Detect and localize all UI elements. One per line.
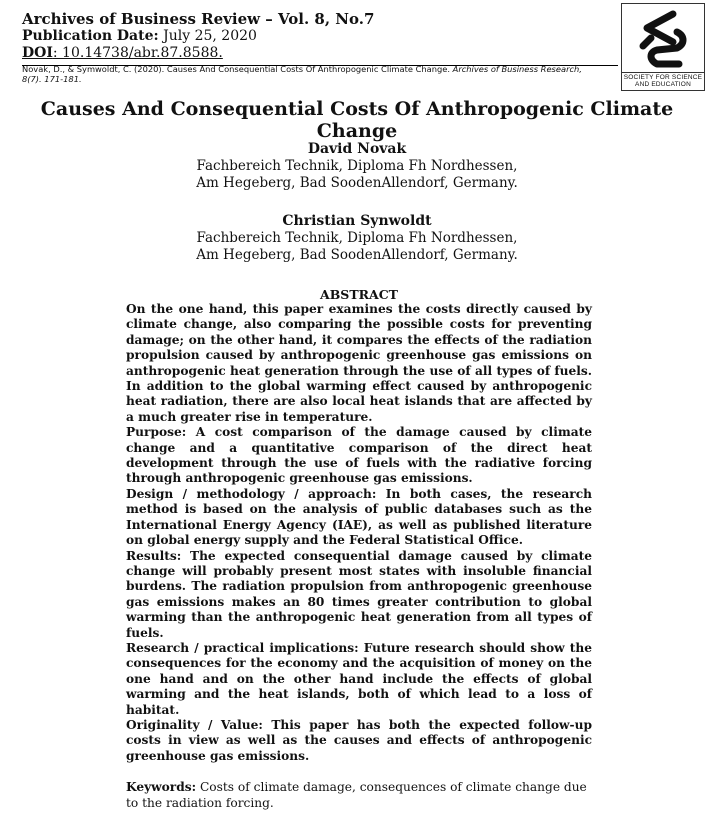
abstract-paragraph: On the one hand, this paper examines the costs directly caused by climate change, also comparing the possible costs for preventing damage; on the other hand, it compares the effects of the radiation propulsion caused by anthropogenic greenhouse gas emissions on anthropogenic heat generation through the use of all types of fuels. In addition to the global warming effect caused by anthropogenic heat radiation, there are also local heat islands that are affected by a much greater rise in temperature. (126, 302, 592, 424)
citation-text: Novak, D., & Symwoldt, C. (2020). Causes And Consequential Costs Of Anthropogenic Climate Change. (22, 64, 450, 74)
doi-value[interactable]: : 10.14738/abr.87.8588. (52, 45, 223, 61)
abstract-implications: Research / practical implications: Future research should show the consequences for the economy and the acquisition of money on the one hand and on the other hand include the effects of global warming and the heat islands, both of which lead to a loss of habitat. (126, 640, 592, 717)
keywords-label: Keywords: (126, 780, 197, 795)
doi-line (22, 45, 612, 62)
publication-date-label: Publication Date: (22, 28, 159, 44)
abstract-results: Results: The expected consequential damage caused by climate change will probably present most states with insoluble financial burdens. The radiation propulsion from anthropogenic greenhouse gas emissions makes an 80 times greater contribution to global warming than the anthropogenic heat generation from all types of fuels. (126, 548, 592, 640)
author-affiliation-line2: Am Hegeberg, Bad SoodenAllendorf, Germany. (196, 175, 518, 191)
journal-header (22, 10, 612, 84)
publication-date-value: July 25, 2020 (163, 28, 257, 44)
keywords (126, 780, 592, 811)
logo-caption-line2: AND EDUCATION (635, 81, 691, 88)
sse-logo-icon (633, 8, 693, 70)
logo-caption (622, 72, 704, 88)
author-block-2 (0, 213, 714, 264)
abstract-heading: ABSTRACT (320, 287, 398, 302)
citation-journal: Archives of Business Research, (452, 64, 582, 74)
citation-volume: 8(7). 171-181. (22, 74, 82, 84)
keywords-text: Costs of climate damage, consequences of climate change due to the radiation forcing. (126, 780, 587, 810)
author-affiliation-line1: Fachbereich Technik, Diploma Fh Nordhessen, (196, 230, 518, 246)
society-logo (621, 3, 705, 91)
journal-title: Archives of Business Review – Vol. 8, No.7 (22, 10, 375, 28)
author-affiliation-line1: Fachbereich Technik, Diploma Fh Nordhessen, (196, 158, 518, 174)
logo-caption-line1: SOCIETY FOR SCIENCE (623, 74, 703, 81)
abstract-design: Design / methodology / approach: In both cases, the research method is based on the analysis of public databases such as the International Energy Agency (IAE), as well as published literature on global energy supply and the Federal Statistical Office. (126, 486, 592, 548)
abstract-purpose: Purpose: A cost comparison of the damage caused by climate change and a quantitative comparison of the direct heat development through the use of fuels with the radiative forcing through anthropogenic greenhouse gas emissions. (126, 425, 592, 486)
author-name: David Novak (307, 141, 407, 157)
paper-title: Causes And Consequential Costs Of Anthropogenic Climate Change (40, 98, 674, 142)
author-affiliation-line2: Am Hegeberg, Bad SoodenAllendorf, Germany. (196, 247, 518, 263)
doi-label: DOI (22, 45, 53, 61)
author-name: Christian Synwoldt (282, 213, 432, 229)
abstract-originality: Originality / Value: This paper has both the expected follow-up costs in view as well as the causes and effects of anthropogenic greenhouse gas emissions. (126, 717, 592, 763)
header-divider (22, 65, 618, 66)
publication-date (22, 28, 612, 45)
citation-line (22, 64, 612, 84)
author-block-1 (0, 141, 714, 192)
abstract-section (126, 287, 592, 811)
